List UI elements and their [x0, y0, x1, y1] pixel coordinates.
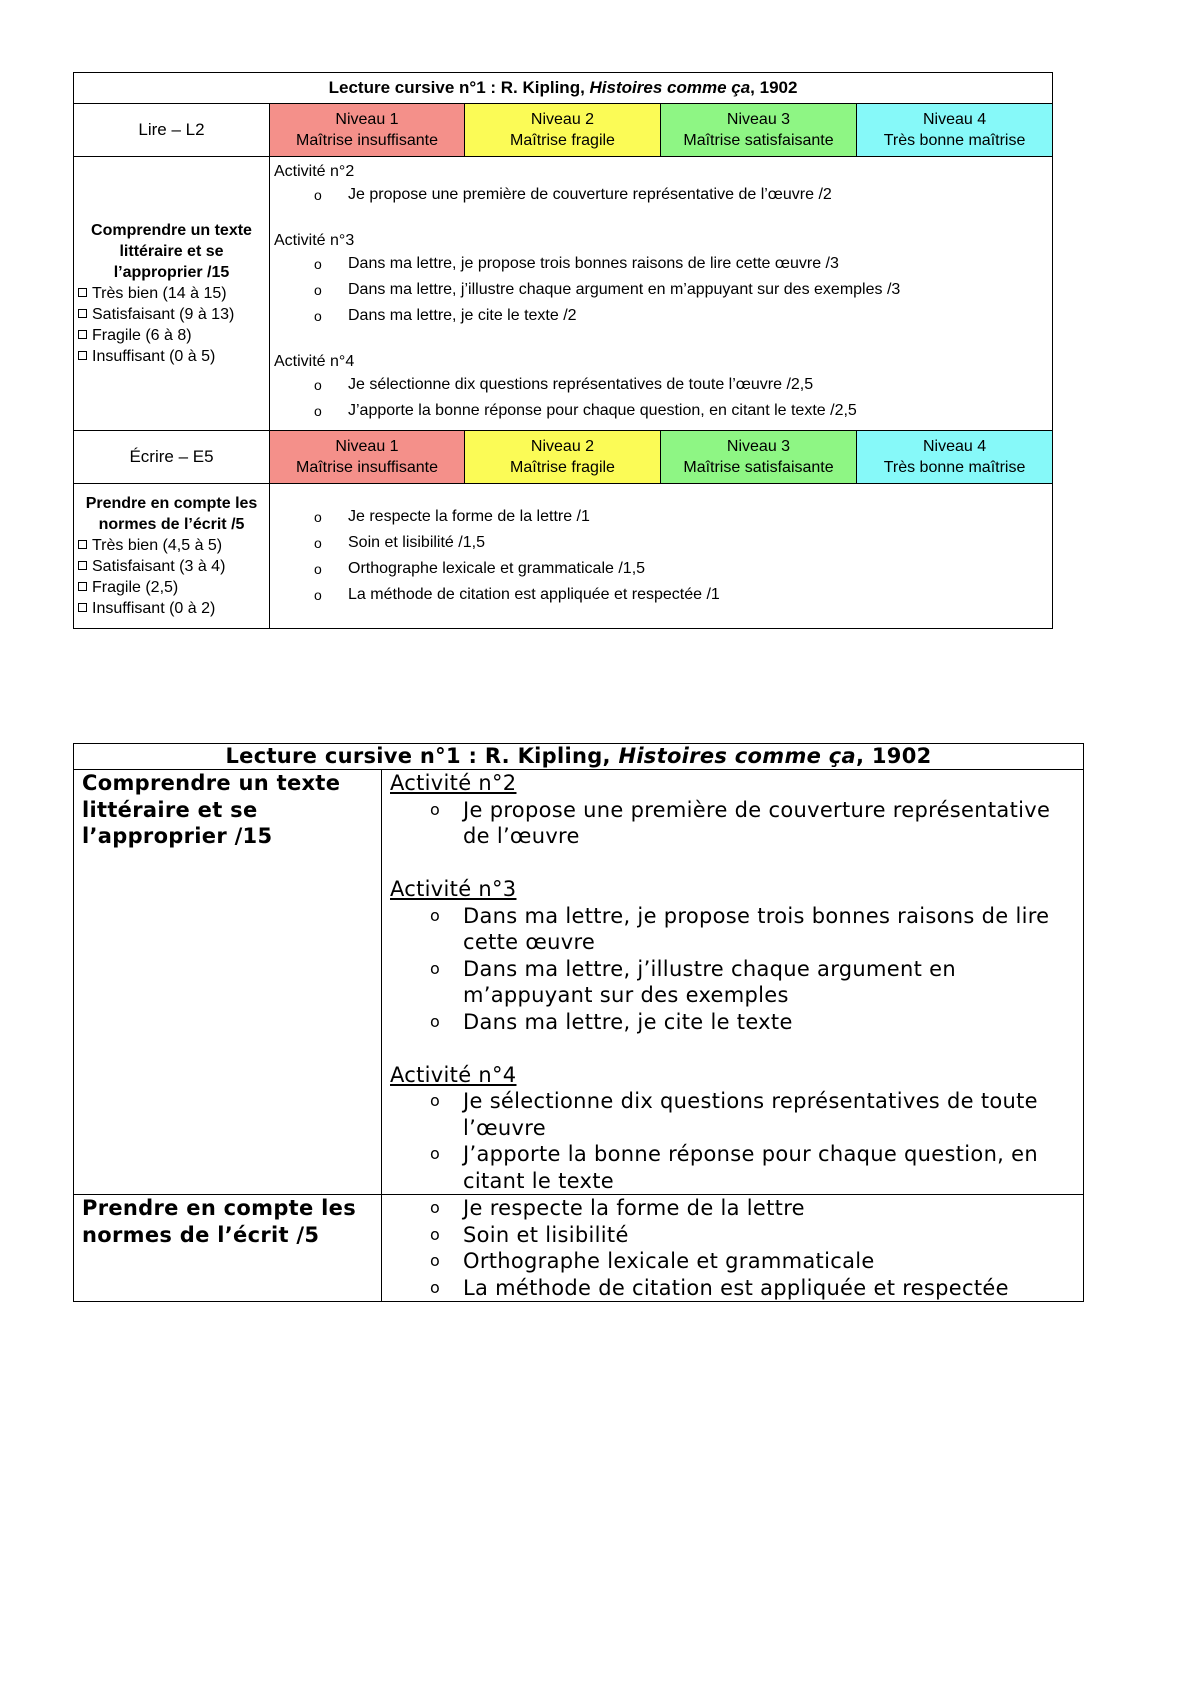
activity-title: Activité n°3	[274, 232, 355, 249]
activity-title: Activité n°4	[274, 353, 355, 370]
writing-criterion: Fragile (2,5)	[78, 577, 265, 598]
activity-list	[274, 372, 1048, 424]
summary-writing-item: o Je respecte la forme de la lettre	[390, 1195, 1075, 1222]
evaluation-grid-table	[73, 72, 1053, 629]
summary-writing-list	[390, 1195, 1075, 1301]
writing-level-3: Niveau 3 Maîtrise satisfaisante	[661, 431, 857, 484]
activity-title: Activité n°2	[274, 163, 355, 180]
reading-category-title: Comprendre un texte littéraire et se l’approprier /15	[91, 222, 252, 281]
checkbox-icon[interactable]	[78, 603, 87, 612]
activity-item: o Dans ma lettre, j’illustre chaque argument en m’appuyant sur des exemples /3	[274, 277, 1048, 303]
summary-table	[73, 743, 1084, 1302]
writing-item: o La méthode de citation est appliquée et respectée /1	[274, 582, 1048, 608]
writing-criterion: Très bien (4,5 à 5)	[78, 535, 265, 556]
writing-skill-label: Écrire – E5	[74, 431, 270, 484]
summary-activity-item: o Dans ma lettre, je cite le texte	[390, 1009, 1075, 1036]
activity-item: o J’apporte la bonne réponse pour chaque question, en citant le texte /2,5	[274, 398, 1048, 424]
writing-item: o Soin et lisibilité /1,5	[274, 530, 1048, 556]
checkbox-icon[interactable]	[78, 561, 87, 570]
summary-activity-item: o Je sélectionne dix questions représentatives de toute l’œuvre	[390, 1088, 1075, 1141]
summary-writing-item: o Soin et lisibilité	[390, 1222, 1075, 1249]
summary-title-book: Histoires comme ça	[618, 744, 856, 768]
reading-activities-cell	[270, 157, 1053, 431]
writing-level-1: Niveau 1 Maîtrise insuffisante	[270, 431, 465, 484]
summary-activity-item: o Dans ma lettre, je propose trois bonnes raisons de lire cette œuvre	[390, 903, 1075, 956]
checkbox-icon[interactable]	[78, 582, 87, 591]
summary-activities-cell	[382, 770, 1084, 1195]
grid-title-book: Histoires comme ça	[589, 78, 751, 97]
writing-item: o Je respecte la forme de la lettre /1	[274, 504, 1048, 530]
summary-writing-category: Prendre en compte les normes de l’écrit /5	[74, 1195, 382, 1302]
checkbox-icon[interactable]	[78, 330, 87, 339]
summary-title: Lecture cursive n°1 : R. Kipling, Histoires comme ça, 1902	[74, 744, 1084, 770]
writing-item: o Orthographe lexicale et grammaticale /1,5	[274, 556, 1048, 582]
reading-criterion: Satisfaisant (9 à 13)	[78, 304, 265, 325]
summary-activity-list	[390, 797, 1075, 850]
reading-level-2: Niveau 2 Maîtrise fragile	[465, 104, 661, 157]
writing-level-2: Niveau 2 Maîtrise fragile	[465, 431, 661, 484]
activity-item: o Je propose une première de couverture représentative de l’œuvre /2	[274, 182, 1048, 208]
activity-list	[274, 251, 1048, 329]
summary-writing-cell	[382, 1195, 1084, 1302]
grid-title: Lecture cursive n°1 : R. Kipling, Histoires comme ça, 1902	[74, 73, 1053, 104]
writing-level-4: Niveau 4 Très bonne maîtrise	[857, 431, 1053, 484]
activity-item: o Dans ma lettre, je cite le texte /2	[274, 303, 1048, 329]
checkbox-icon[interactable]	[78, 351, 87, 360]
activity-list	[274, 182, 1048, 208]
reading-skill-label: Lire – L2	[74, 104, 270, 157]
reading-criterion: Très bien (14 à 15)	[78, 283, 265, 304]
activity-item: o Dans ma lettre, je propose trois bonnes raisons de lire cette œuvre /3	[274, 251, 1048, 277]
checkbox-icon[interactable]	[78, 540, 87, 549]
checkbox-icon[interactable]	[78, 288, 87, 297]
summary-activity-list	[390, 1088, 1075, 1194]
writing-criterion: Satisfaisant (3 à 4)	[78, 556, 265, 577]
summary-reading-category: Comprendre un texte littéraire et se l’approprier /15	[74, 770, 382, 1195]
writing-category-title: Prendre en compte les normes de l’écrit /5	[85, 495, 258, 533]
writing-items-cell	[270, 484, 1053, 629]
writing-list	[274, 504, 1048, 608]
summary-activity-title: Activité n°3	[390, 877, 517, 901]
summary-writing-item: o La méthode de citation est appliquée et respectée	[390, 1275, 1075, 1302]
summary-activity-title: Activité n°4	[390, 1062, 517, 1087]
reading-level-3: Niveau 3 Maîtrise satisfaisante	[661, 104, 857, 157]
reading-level-1: Niveau 1 Maîtrise insuffisante	[270, 104, 465, 157]
checkbox-icon[interactable]	[78, 309, 87, 318]
summary-activity-item: o Dans ma lettre, j’illustre chaque argument en m’appuyant sur des exemples	[390, 956, 1075, 1009]
activity-item: o Je sélectionne dix questions représentatives de toute l’œuvre /2,5	[274, 372, 1048, 398]
summary-activity-item: o Je propose une première de couverture représentative de l’œuvre	[390, 797, 1075, 850]
reading-level-4: Niveau 4 Très bonne maîtrise	[857, 104, 1053, 157]
writing-category-cell	[74, 484, 270, 629]
summary-activity-list	[390, 903, 1075, 1036]
reading-category-cell	[74, 157, 270, 431]
reading-criterion: Fragile (6 à 8)	[78, 325, 265, 346]
summary-activity-item: o J’apporte la bonne réponse pour chaque question, en citant le texte	[390, 1141, 1075, 1194]
summary-activity-title: Activité n°2	[390, 771, 517, 795]
writing-criterion: Insuffisant (0 à 2)	[78, 598, 265, 619]
reading-criterion: Insuffisant (0 à 5)	[78, 346, 265, 367]
summary-writing-item: o Orthographe lexicale et grammaticale	[390, 1248, 1075, 1275]
